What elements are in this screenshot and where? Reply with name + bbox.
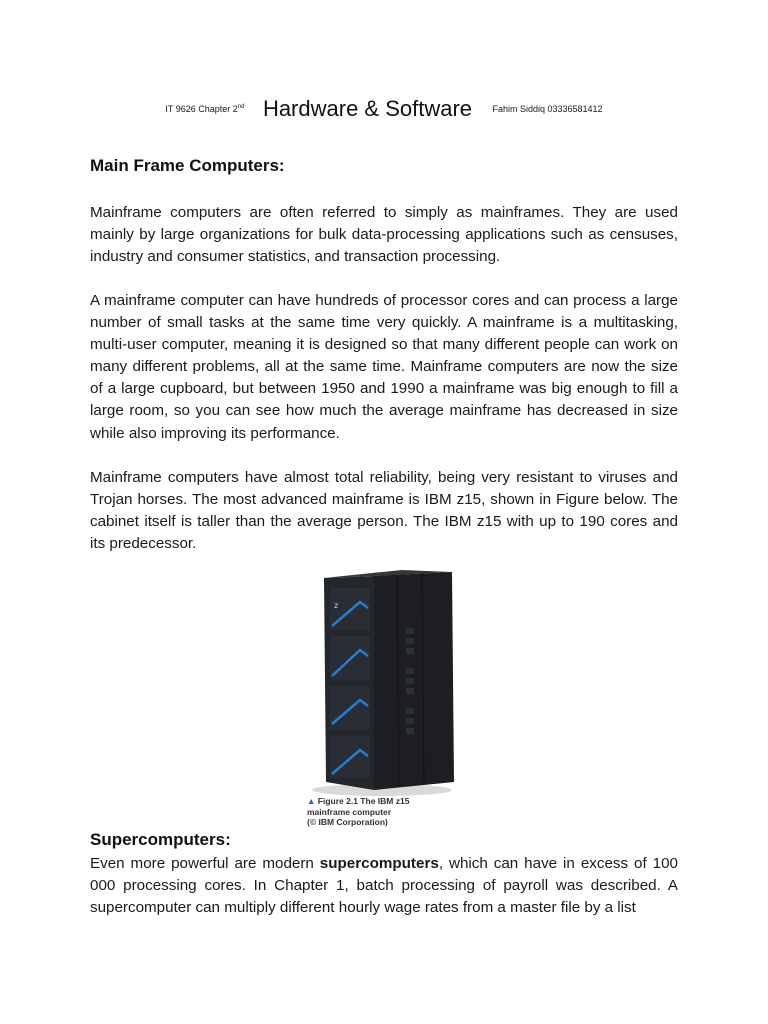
mainframe-cabinet-image [302,568,462,808]
ordinal-suffix: nd [237,104,245,110]
author-contact: Fahim Siddiq 03336581412 [492,104,603,114]
supercomputers-heading: Supercomputers: [90,830,231,849]
ibm-z15-figure [302,568,462,808]
supercomputers-term: supercomputers [319,855,439,872]
triangle-icon: ▲ [307,796,316,806]
mainframe-paragraph-3: Mainframe computers have almost total reliability, being very resistant to viruses and Trojan horses. The most advanced mainframe is IBM z15, shown in Figure below. The cabinet itself is taller than the average person. The IBM z15 with up to 190 cores and its predecessor. [90,469,678,553]
caption-line-2: mainframe computer [307,806,392,817]
mainframe-paragraph-2: A mainframe computer can have hundreds of processor cores and can process a large number of small tasks at the same time very quickly. A mainframe is a multitasking, multi-user computer, meaning it is designed so that many different people can work on many different problems, all at the same time. Mainframe computers are now the size of a large cupboard, but between 1950 and 1990 a mainframe was big enough to fill a large room, so you can see how much the average mainframe has decreased in size while also improving its performance. [90,292,678,442]
document-title: Hardware & Software [262,96,473,121]
page-header [0,96,768,122]
svg-text:z: z [334,601,339,610]
figure-caption [307,796,409,828]
ibm-logo-stripes [406,628,414,734]
supercomputers-text-rest: , which can have in excess of 100 000 processing cores. In Chapter 1, batch processing of payroll was described. A supercomputer can multiply different hourly wage rates from a master file by a list [90,855,678,917]
caption-line-3: (© IBM Corporation) [307,817,388,827]
course-code: IT 9626 Chapter 2nd [165,104,245,114]
supercomputers-paragraph-1 [90,853,678,919]
mainframe-heading: Main Frame Computers: [90,156,285,175]
mainframe-paragraph-1: Mainframe computers are often referred to simply as mainframes. They are used mainly by large organizations for bulk data-processing applications such as censuses, industry and consumer statistics, and transaction processing. [90,204,678,266]
supercomputers-text-start: Even more powerful are modern [90,855,320,872]
caption-line-1: Figure 2.1 The IBM z15 [317,796,410,806]
